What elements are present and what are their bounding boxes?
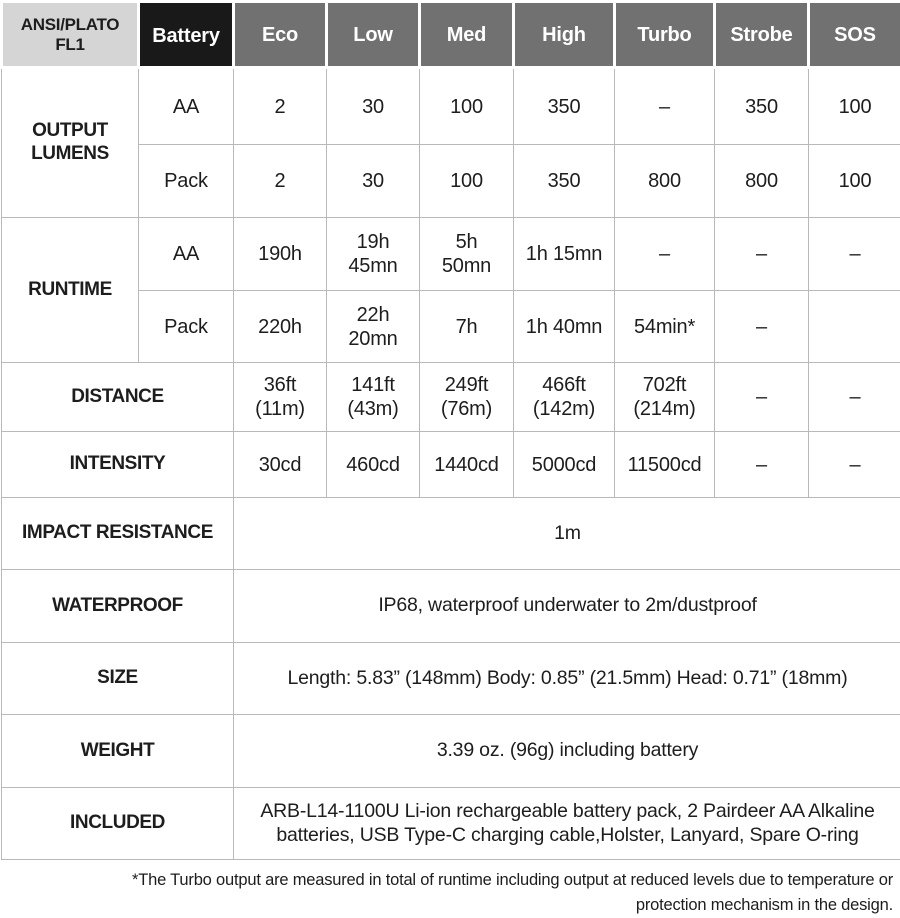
value-cell: 5h 50mn [420,218,514,291]
value-cell: 30cd [234,432,327,498]
weight-value: 3.39 oz. (96g) including battery [234,715,900,788]
row-label-size: SIZE [2,643,234,715]
value-cell: 350 [514,145,615,218]
value-cell: 220h [234,291,327,363]
row-label-impact-resistance: IMPACT RESISTANCE [2,498,234,570]
distance-row [2,363,900,432]
value-cell: 5000cd [514,432,615,498]
size-value: Length: 5.83” (148mm) Body: 0.85” (21.5mm) Head: 0.71” (18mm) [234,643,900,715]
row-label-output-lumens: OUTPUT LUMENS [2,68,139,218]
included-value: ARB-L14-1100U Li-ion rechargeable battery pack, 2 Pairdeer AA Alkaline batteries, USB Type-C charging cable,Holster, Lanyard, Spare O-ring [234,788,900,860]
value-cell: 54min* [615,291,715,363]
mode-header-strobe: Strobe [715,2,809,68]
value-cell: – [715,363,809,432]
value-cell: 2 [234,145,327,218]
battery-type-cell: Pack [139,145,234,218]
value-cell [809,291,900,363]
turbo-footnote: *The Turbo output are measured in total of runtime including output at reduced levels due to temperature or protection mechanism in the design. [132,871,893,914]
value-cell: 100 [420,68,514,145]
weight-row [2,715,900,788]
ansi-plato-fl1-header: ANSI/PLATO FL1 [2,2,139,68]
value-cell: – [715,291,809,363]
mode-header-low: Low [327,2,420,68]
impact-resistance-row [2,498,900,570]
row-label-weight: WEIGHT [2,715,234,788]
battery-type-cell: AA [139,218,234,291]
row-label-intensity: INTENSITY [2,432,234,498]
value-cell: 100 [809,145,900,218]
value-cell: – [809,363,900,432]
mode-header-med: Med [420,2,514,68]
value-cell: 19h 45mn [327,218,420,291]
mode-header-high: High [514,2,615,68]
value-cell: 190h [234,218,327,291]
value-cell: 800 [715,145,809,218]
runtime-aa-row [2,218,900,291]
output-lumens-aa-row [2,68,900,145]
value-cell: – [615,218,715,291]
battery-type-cell: AA [139,68,234,145]
value-cell: 800 [615,145,715,218]
mode-header-sos: SOS [809,2,900,68]
battery-header [139,2,234,68]
value-cell: 249ft (76m) [420,363,514,432]
value-cell: 1h 15mn [514,218,615,291]
value-cell: 141ft (43m) [327,363,420,432]
row-label-included: INCLUDED [2,788,234,860]
intensity-row [2,432,900,498]
table-header-row [2,2,900,68]
row-label-runtime: RUNTIME [2,218,139,363]
waterproof-value: IP68, waterproof underwater to 2m/dustproof [234,570,900,643]
value-cell: 100 [420,145,514,218]
value-cell: 350 [514,68,615,145]
value-cell: 460cd [327,432,420,498]
value-cell: 7h [420,291,514,363]
value-cell: 702ft (214m) [615,363,715,432]
size-row [2,643,900,715]
value-cell: – [809,432,900,498]
value-cell: 11500cd [615,432,715,498]
value-cell: 350 [715,68,809,145]
value-cell: 36ft (11m) [234,363,327,432]
value-cell: 100 [809,68,900,145]
value-cell: 2 [234,68,327,145]
battery-header-label: Battery [140,2,232,68]
value-cell: 30 [327,68,420,145]
value-cell: 1440cd [420,432,514,498]
mode-header-turbo: Turbo [615,2,715,68]
value-cell: 466ft (142m) [514,363,615,432]
row-label-waterproof: WATERPROOF [2,570,234,643]
row-label-distance: DISTANCE [2,363,234,432]
battery-type-cell: Pack [139,291,234,363]
value-cell: 1h 40mn [514,291,615,363]
value-cell: – [809,218,900,291]
value-cell: 30 [327,145,420,218]
waterproof-row [2,570,900,643]
value-cell: – [615,68,715,145]
included-row [2,788,900,860]
value-cell: – [715,218,809,291]
impact-resistance-value: 1m [234,498,900,570]
value-cell: 22h 20mn [327,291,420,363]
value-cell: – [715,432,809,498]
mode-header-eco: Eco [234,2,327,68]
